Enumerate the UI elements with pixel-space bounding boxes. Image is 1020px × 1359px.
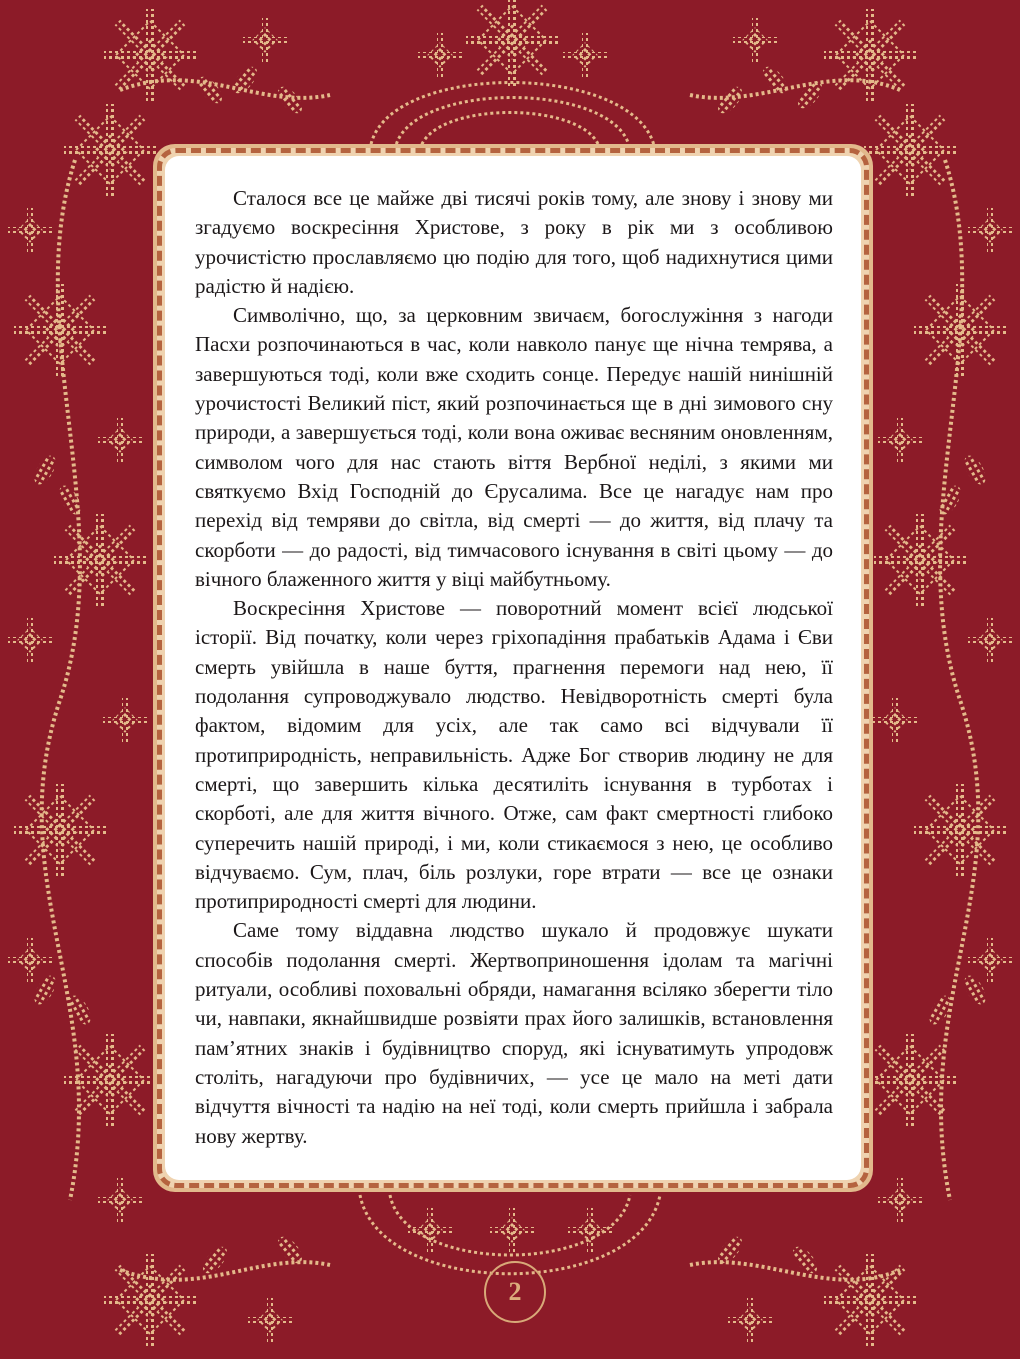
page-number: 2 [508,1277,522,1306]
paragraph-3: Воскресіння Христове — поворотний момент всієї людської історії. Від початку, коли через гріхопадіння прабатьків Адама і Єви смерть увійшла в наше буття, прагнення перемоги над нею, її подолання супроводжувало людство. Невідворотність смерті була фактом, відомим для усіх, але так само всі відчували її протиприродність, неправильність. Адже Бог створив людину не для смерті, що завершить кілька десятиліть існування в турботах і скорботі, але для життя вічного. Отже, сам факт смертності глибоко суперечить нашій природі, і ми, коли стикаємося з нею, це особливо відчуваємо. Сум, плач, біль розлуки, горе втрати — все це ознаки протиприродності смерті для людини. [195,596,833,914]
text-frame [153,144,873,1192]
paragraph-4: Саме тому віддавна людство шукало й продовжує шукати способів подолання смерті. Жертвоприношення ідолам та магічні ритуали, особливі поховальні обряди, намагання всіляко зберегти тіло чи, навпаки, якнайшвидше розвіяти прах його залишків, встановлення пам’ятних знаків і будівництво споруд, які існуватимуть упродовж століть, нагадуючи про будівничих, — усе це мало на меті дати відчуття вічності та надію на неї тоді, коли смерть прийшла і забрала нову жертву. [195,918,833,1148]
page-number-badge [484,1261,546,1323]
rope-border [157,148,869,1188]
paragraph-1: Сталося все це майже дві тисячі років тому, але знову і знову ми згадуємо воскресіння Христове, з року в рік ми з особливою урочистістю прославляємо цю подію для того, щоб надихнутися цими радістю й надією. [195,186,833,298]
text-panel [165,156,861,1180]
paragraph-2: Символічно, що, за церковним звичаєм, богослужіння з нагоди Пасхи розпочинаються в час, коли навколо панує ще нічна темрява, а завершуються тоді, коли вже сходить сонце. Передує нашій нинішній урочистості Великий піст, який розпочинається ще в дні зимового сну природи, а завершується тоді, коли вона оживає весняним оновленням, символом чого для нас стають віття Вербної неділі, з якими ми святкуємо Вхід Господній до Єрусалима. Все це нагадує нам про перехід від темряви до світла, від смерті — до життя, від плачу та скорботи — до радості, від тимчасового існування в світі цьому — до вічного блаженного життя у віці майбутньому. [195,303,833,591]
